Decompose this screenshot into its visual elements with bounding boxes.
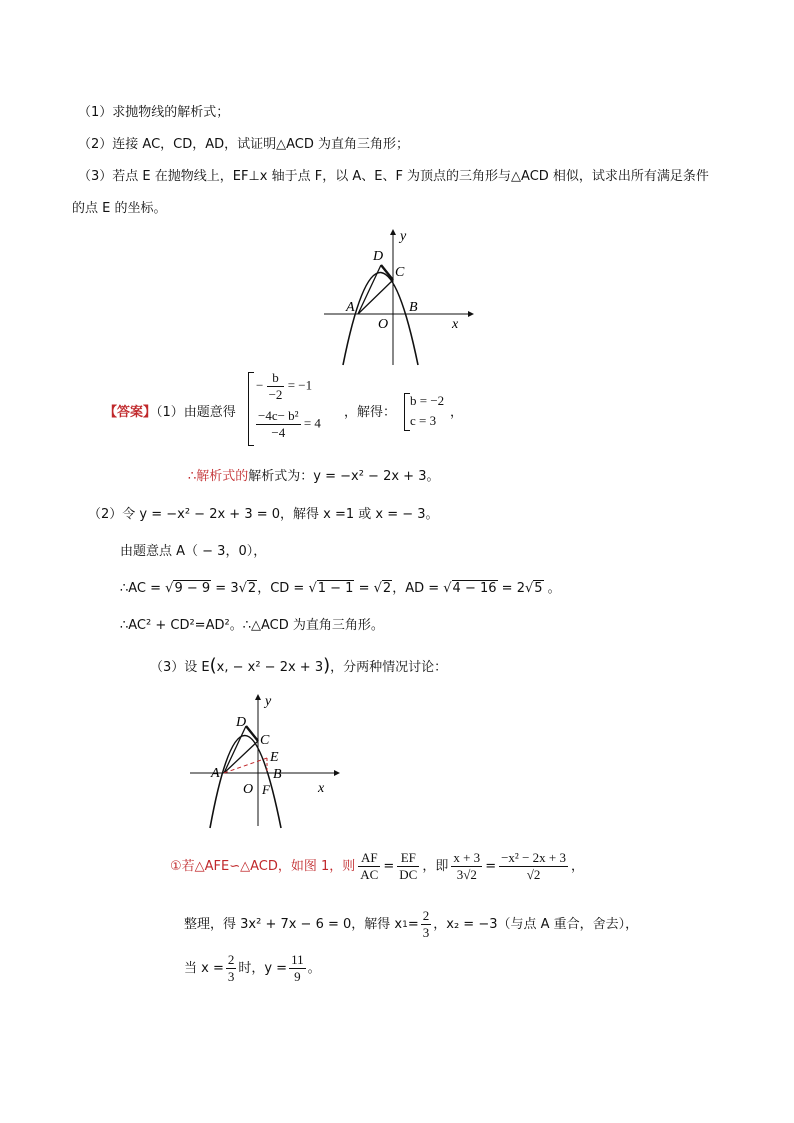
- label-y: y: [265, 694, 272, 709]
- system-row-2: $\frac{\text{−4c− b²}}{-4}$ = 4: [258, 408, 321, 440]
- part2-line4: ∴AC² + CD²=AD²。∴△ACD 为直角三角形。: [120, 618, 384, 633]
- answer-part1-intro: [104, 404, 236, 422]
- question-3-line2: 的点 E 的坐标。: [72, 201, 167, 216]
- label-x: x: [452, 317, 459, 332]
- when-line: 当 x = $\frac{2}{3}$ 时，y = $\frac{11}{9}$ 。: [184, 952, 321, 984]
- question-1: （1）求抛物线的解析式；: [78, 105, 230, 120]
- y-axis-arrow-icon: [255, 694, 261, 700]
- system-brace: [248, 372, 254, 446]
- x-axis-arrow-icon: [334, 770, 340, 776]
- part3-intro: （3）设 E(x, − x² − 2x + 3)，分两种情况讨论：: [150, 655, 448, 676]
- label-y: y: [400, 229, 407, 244]
- solution-tail: ，: [450, 405, 464, 420]
- label-d: D: [236, 715, 247, 730]
- solution-b: b = −2: [410, 393, 445, 408]
- part2-line1: （2）令 y = −x² − 2x + 3 = 0，解得 x =1 或 x = − 3。: [88, 507, 439, 522]
- label-c: C: [260, 733, 270, 748]
- label-f: F: [262, 782, 270, 797]
- solution-c: c = 3: [410, 413, 437, 428]
- segment-ad: [358, 265, 381, 314]
- answer-part1-text: （1）由题意得: [156, 405, 236, 420]
- label-d: D: [373, 249, 384, 264]
- label-o: O: [243, 782, 254, 797]
- label-a: A: [346, 300, 355, 315]
- part2-line2: 由题意点 A（ − 3，0），: [120, 544, 267, 559]
- parabola-figure-2: [186, 688, 346, 833]
- solve-label: ，解得：: [344, 405, 397, 420]
- result-1: ∴解析式的解析式为：y = −x² − 2x + 3。: [188, 469, 440, 484]
- question-3-line1: （3）若点 E 在抛物线上，EF⊥x 轴于点 F，以 A、E、F 为顶点的三角形与△ACD 相似，试求出所有满足条件: [78, 169, 709, 184]
- part2-line3: ∴AC = √9 − 9 = 3√2，CD = √1 − 1 = √2，AD = √4 − 16 = 2√5 。: [120, 581, 561, 596]
- label-x: x: [318, 781, 325, 796]
- system-row-1: − $\frac{b}{-2}$ = −1: [256, 370, 313, 402]
- answer-tag: 【答案】: [104, 405, 157, 420]
- label-b: B: [409, 300, 418, 315]
- case1-line: ①若△AFE∽△ACD，如图 1，则 $\frac{AF}{AC}$ = $\frac{EF}{DC}$ ，即 $\frac{x + 3}{3√2}$ = $\frac{\text{−x² − 2x + 3}}{√2}$ ，: [170, 850, 585, 882]
- segment-ad: [224, 726, 246, 773]
- simplify-line: 整理，得 3x² + 7x − 6 = 0，解得 x 1 = $\frac{2}{3}$ ，x₂ = −3（与点 A 重合，舍去），: [184, 908, 639, 940]
- label-o: O: [378, 317, 389, 332]
- question-2: （2）连接 AC，CD，AD，试证明△ACD 为直角三角形；: [78, 137, 410, 152]
- label-a: A: [211, 766, 220, 781]
- label-c: C: [395, 265, 405, 280]
- y-axis-arrow-icon: [390, 229, 396, 235]
- x-axis-arrow-icon: [468, 311, 474, 317]
- segment-ac: [224, 741, 258, 773]
- label-e: E: [270, 750, 279, 765]
- segment-ac: [358, 280, 393, 314]
- label-b: B: [273, 767, 282, 782]
- parabola-figure-1: [318, 225, 478, 375]
